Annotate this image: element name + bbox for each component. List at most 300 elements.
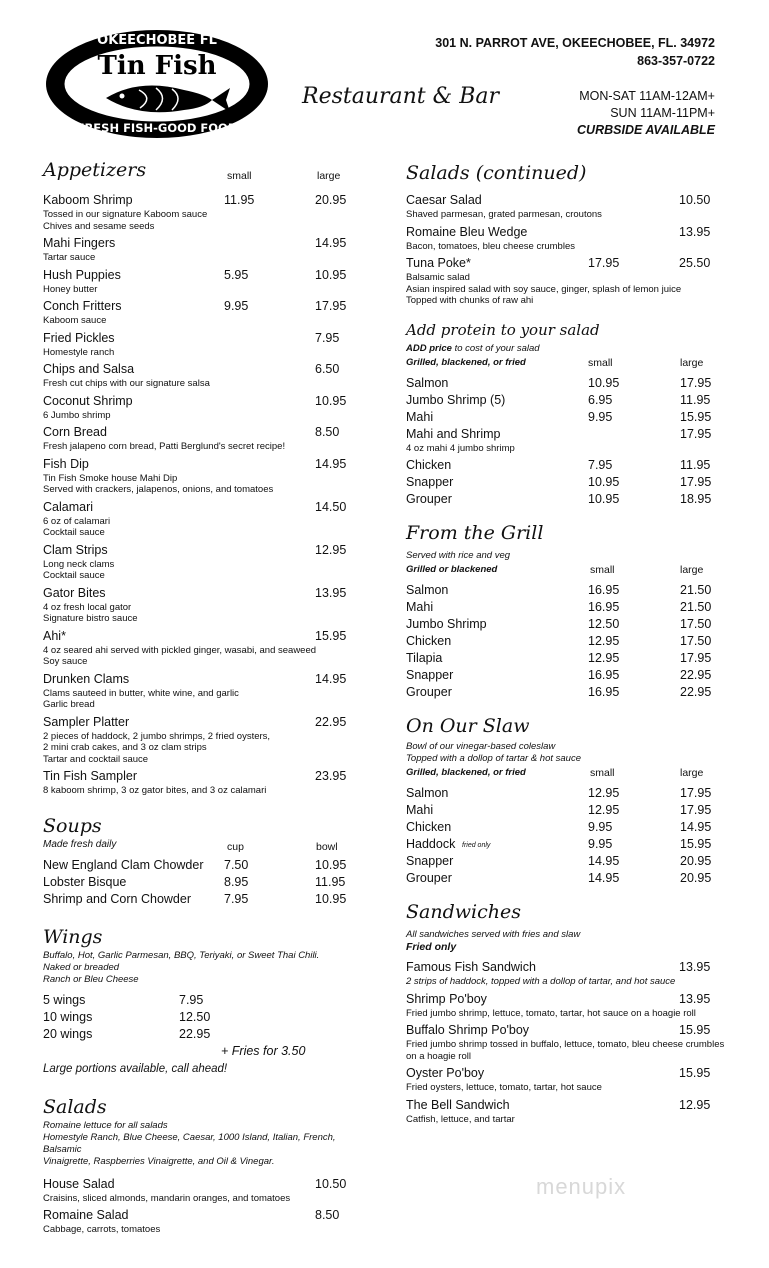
item-description [43, 284, 373, 296]
description-line: 4 oz mahi 4 jumbo shrimp [406, 442, 515, 454]
note-line: Bowl of our vinegar-based coleslaw [406, 741, 556, 752]
item-price-small: 16.95 [588, 685, 620, 699]
item-name: Chicken [406, 458, 452, 472]
protein-title: Add protein to your salad [406, 320, 600, 339]
item-price-small: 10.95 [588, 492, 620, 506]
item-price-small: 17.95 [588, 256, 620, 270]
menu-item-row [406, 599, 726, 616]
item-price-large: 15.95 [680, 409, 712, 424]
menu-item-row [406, 1097, 726, 1114]
item-price-small: 12.95 [588, 651, 620, 665]
note-line: Buffalo, Hot, Garlic Parmesan, BBQ, Teriyaki, or Sweet Thai Chili. [43, 949, 320, 961]
menu-item-row [406, 870, 726, 887]
item-description [43, 410, 373, 422]
item-price-small: 14.95 [588, 854, 620, 868]
salads-cont-title: Salads (continued) [406, 162, 587, 184]
item-name: Drunken Clams [43, 671, 130, 686]
menu-item [406, 836, 726, 853]
grill-method: Grilled or blackened [406, 564, 498, 575]
description-line: 4 oz seared ahi served with pickled ginger, wasabi, and seaweed [43, 644, 317, 656]
item-name: Salmon [406, 583, 449, 597]
description-line: Tin Fish Smoke house Mahi Dip [43, 472, 178, 484]
item-price: 10.50 [315, 1176, 347, 1191]
menupix-watermark: menupix [536, 1174, 627, 1199]
menu-item-row [406, 650, 726, 667]
menu-item [406, 853, 726, 870]
protein-section [406, 321, 726, 509]
item-price-small: 9.95 [588, 820, 613, 834]
description-line: Soy sauce [43, 656, 88, 667]
item-description [406, 976, 726, 988]
item-name: Jumbo Shrimp [406, 617, 487, 631]
svg-text:OKEECHOBEE FL: OKEECHOBEE FL [97, 33, 217, 48]
item-name: Corn Bread [43, 425, 107, 439]
menu-item [43, 330, 373, 359]
item-name: Fried Pickles [43, 330, 115, 345]
item-name: Chips and Salsa [43, 362, 135, 376]
menu-item [43, 671, 373, 711]
description-line: Tartar and cocktail sauce [43, 753, 149, 765]
sandwiches-section [406, 901, 726, 1125]
menu-item [406, 409, 726, 426]
item-price-large: 17.95 [680, 375, 712, 390]
wings-fries-note: + Fries for 3.50 [221, 1043, 306, 1058]
menu-item [43, 585, 373, 625]
item-description [406, 241, 726, 253]
item-price-large: 6.50 [315, 362, 340, 376]
item-description [43, 602, 373, 625]
menu-item-row [406, 474, 726, 491]
menu-item [406, 192, 726, 221]
menu-item [406, 474, 726, 491]
item-name: Calamari [43, 499, 94, 514]
menu-item-row [406, 192, 726, 209]
item-price-small: 16.95 [588, 668, 620, 682]
item-name: Grouper [406, 492, 452, 506]
description-line: 2 strips of haddock, topped with a dollop of tartar, and hot sauce [406, 976, 676, 987]
menu-item [406, 667, 726, 684]
appetizers-col-small: small [227, 170, 252, 182]
item-name: Chicken [406, 820, 452, 834]
item-price-large: 17.95 [680, 651, 712, 665]
note-line: Homestyle Ranch, Blue Cheese, Caesar, 1000 Island, Italian, French, Balsamic [43, 1131, 336, 1155]
description-line: 6 Jumbo shrimp [43, 409, 111, 421]
item-name: Hush Puppies [43, 267, 121, 282]
item-name: Mahi [406, 803, 434, 817]
item-price-large: 17.95 [680, 786, 712, 800]
item-description [43, 785, 373, 797]
menu-item-row [406, 1065, 726, 1082]
item-price: 15.95 [679, 1066, 711, 1080]
menu-item-row [406, 684, 726, 701]
menu-item-row [43, 192, 373, 209]
item-price-small: 10.95 [588, 375, 620, 390]
note-line: Vinaigrette, Raspberries Vinaigrette, and Oil & Vinegar. [43, 1155, 275, 1167]
menu-item-row [43, 1009, 373, 1026]
item-description [43, 1224, 373, 1236]
item-name: Shrimp and Corn Chowder [43, 891, 191, 906]
soups-section [43, 815, 373, 908]
menu-item-row [43, 714, 373, 731]
item-name: Romaine Bleu Wedge [406, 224, 528, 239]
menu-item [406, 426, 726, 455]
item-price-small: 9.95 [588, 837, 613, 851]
menu-item-row [406, 491, 726, 508]
menu-item [43, 424, 373, 453]
item-price-large: 17.95 [680, 475, 712, 489]
item-price-large: 14.95 [315, 236, 347, 250]
description-line: Fried oysters, lettuce, tomato, tartar, hot sauce [406, 1082, 602, 1093]
item-name: Mahi and Shrimp [406, 426, 501, 441]
menu-item [43, 1009, 373, 1026]
slaw-section [406, 715, 726, 887]
menu-item-row [43, 874, 373, 891]
item-name: Caesar Salad [406, 193, 482, 207]
menu-item [406, 870, 726, 887]
note-line: Naked or breaded [43, 961, 120, 973]
description-line: 6 oz of calamari [43, 515, 111, 527]
salads-title: Salads [43, 1095, 107, 1118]
menu-item-row [43, 456, 373, 473]
item-name: Tilapia [406, 651, 443, 665]
menu-item-row [43, 1176, 373, 1193]
menu-item-row [43, 1026, 373, 1043]
item-price-small: 11.95 [224, 193, 255, 207]
item-price-large: 18.95 [680, 492, 712, 506]
menu-item-row [406, 582, 726, 599]
soups-note: Made fresh daily [43, 838, 117, 850]
item-price-large: 21.50 [680, 583, 712, 597]
item-name: 10 wings [43, 1009, 93, 1024]
item-name: Grouper [406, 871, 452, 885]
description-line: 2 mini crab cakes, and 3 oz clam strips [43, 742, 207, 753]
item-name: Romaine Salad [43, 1208, 129, 1222]
wings-title: Wings [43, 925, 103, 948]
menu-item [43, 857, 373, 874]
item-price-large: 22.95 [315, 714, 347, 729]
item-name: Gator Bites [43, 585, 106, 600]
menu-item-row [406, 1022, 726, 1039]
item-price-large: 13.95 [315, 585, 347, 600]
item-price-large: 15.95 [315, 628, 347, 643]
item-price: 15.95 [679, 1023, 711, 1037]
menu-item [43, 456, 373, 496]
svg-text:FRESH FISH-GOOD FOOD: FRESH FISH-GOOD FOOD [76, 121, 238, 135]
menu-item [43, 874, 373, 891]
description-line: Topped with chunks of raw ahi [406, 295, 534, 306]
item-description [406, 209, 726, 221]
item-price-large: 23.95 [315, 769, 347, 783]
item-price-large: 22.95 [680, 668, 712, 682]
item-name: Salmon [406, 375, 449, 390]
item-name: Ahi* [43, 628, 66, 643]
item-description [406, 1039, 726, 1062]
item-price-large: 25.50 [679, 256, 711, 270]
item-price-large: 11.95 [680, 392, 711, 407]
note-line: Ranch or Bleu Cheese [43, 973, 139, 985]
item-name: Famous Fish Sandwich [406, 960, 536, 974]
item-price-small: 12.95 [588, 634, 620, 648]
menu-item [406, 582, 726, 599]
item-price: 12.95 [679, 1097, 711, 1112]
item-price-large: 14.95 [315, 456, 347, 471]
menu-item-row [406, 255, 726, 272]
menu-item-row [43, 891, 373, 908]
menu-item-row [406, 409, 726, 426]
wings-large-note: Large portions available, call ahead! [43, 1062, 228, 1075]
menu-item [43, 768, 373, 797]
item-price-small: 14.95 [588, 871, 620, 885]
wings-section [43, 926, 373, 1078]
item-price-large: 14.50 [315, 499, 347, 514]
menu-item-row [43, 1207, 373, 1224]
item-name: Tin Fish Sampler [43, 769, 138, 783]
menu-item-row [406, 616, 726, 633]
menu-item-row [43, 330, 373, 347]
menu-item-row [406, 853, 726, 870]
description-line: Tossed in our signature Kaboom sauce [43, 209, 208, 220]
menu-item [406, 819, 726, 836]
menu-item-row [406, 457, 726, 474]
salads-cont-section [406, 162, 726, 307]
item-price-large: 10.95 [315, 891, 347, 906]
item-price-large: 8.50 [315, 425, 340, 439]
item-price-small: 7.50 [224, 857, 249, 872]
item-name: Buffalo Shrimp Po'boy [406, 1023, 530, 1037]
item-price-large: 17.50 [680, 634, 712, 648]
menu-item [406, 802, 726, 819]
description-line: Fried jumbo shrimp, lettuce, tomato, tartar, hot sauce on a hoagie roll [406, 1007, 696, 1019]
description-line: 8 kaboom shrimp, 3 oz gator bites, and 3 oz calamari [43, 785, 267, 796]
menu-item-row [43, 671, 373, 688]
item-price-large: 17.95 [680, 803, 712, 817]
item-price-large: 21.50 [680, 600, 712, 614]
item-name: 20 wings [43, 1026, 93, 1041]
description-line: Fried jumbo shrimp tossed in buffalo, lettuce, tomato, bleu cheese crumbles [406, 1039, 725, 1050]
appetizers-section [43, 159, 373, 797]
item-price-large: 20.95 [680, 854, 712, 868]
grill-note: Served with rice and veg [406, 550, 511, 561]
description-line: Long neck clams [43, 558, 115, 570]
item-price-large: 7.95 [315, 330, 340, 345]
item-description [43, 731, 373, 766]
menu-item-row [43, 499, 373, 516]
item-price-large: 17.95 [680, 426, 712, 441]
tagline: Restaurant & Bar [302, 84, 500, 109]
contact-block [435, 34, 715, 70]
menu-item-row [406, 836, 726, 853]
menu-item [406, 650, 726, 667]
note-line: Romaine lettuce for all salads [43, 1119, 168, 1131]
menu-item [406, 1097, 726, 1126]
phone: 863-357-0722 [637, 54, 715, 68]
item-description [43, 473, 373, 496]
item-name: Sampler Platter [43, 714, 130, 729]
menu-item [43, 1026, 373, 1043]
slaw-col-large: large [680, 767, 704, 779]
item-name: Oyster Po'boy [406, 1066, 485, 1080]
menu-item-row [43, 992, 373, 1009]
menu-item-row [43, 361, 373, 378]
menu-item [406, 684, 726, 701]
item-name: Snapper [406, 475, 454, 489]
item-price-small: 7.95 [224, 891, 249, 906]
menu-item [406, 255, 726, 307]
grill-col-small: small [590, 564, 615, 576]
item-price-large: 14.95 [315, 671, 347, 686]
menu-item-row [406, 819, 726, 836]
soups-col-cup: cup [227, 840, 244, 853]
menu-item-row [43, 857, 373, 874]
item-description [43, 347, 373, 359]
item-price: 13.95 [679, 991, 711, 1006]
menu-item-row [406, 392, 726, 409]
sandwiches-method: Fried only [406, 941, 457, 953]
item-price-large: 11.95 [680, 458, 711, 472]
description-line: Signature bistro sauce [43, 613, 138, 624]
item-description [43, 1193, 373, 1205]
menu-item [43, 1176, 373, 1205]
menu-item-row [43, 424, 373, 441]
description-line: Catfish, lettuce, and tartar [406, 1113, 515, 1125]
menu-item [406, 392, 726, 409]
item-name: Mahi [406, 409, 434, 424]
item-description [43, 378, 373, 390]
sandwiches-title: Sandwiches [406, 901, 521, 923]
item-price-small: 12.50 [588, 617, 620, 631]
item-name: House Salad [43, 1176, 115, 1191]
slaw-title: On Our Slaw [406, 715, 530, 737]
grill-title: From the Grill [406, 522, 544, 544]
item-description [406, 1082, 726, 1094]
description-line: 4 oz fresh local gator [43, 601, 132, 613]
item-name: Mahi [406, 600, 434, 614]
item-name: New England Clam Chowder [43, 857, 204, 872]
menu-item [406, 1022, 726, 1062]
protein-note: ADD price to cost of your salad [406, 342, 540, 354]
left-column [43, 159, 373, 1239]
item-description [43, 441, 373, 453]
item-price-small: 12.95 [588, 786, 620, 800]
item-description [43, 516, 373, 539]
menu-item-row [406, 991, 726, 1008]
menu-item [43, 714, 373, 766]
description-line: Chives and sesame seeds [43, 220, 155, 232]
item-price-large: 20.95 [680, 871, 712, 885]
item-price: 22.95 [179, 1026, 211, 1041]
menu-item-row [406, 667, 726, 684]
description-line: Craisins, sliced almonds, mandarin oranges, and tomatoes [43, 1192, 291, 1204]
menu-item [406, 599, 726, 616]
item-name: 5 wings [43, 992, 86, 1007]
item-price-small: 8.95 [224, 874, 249, 889]
item-name: Conch Fritters [43, 299, 122, 313]
sandwiches-note: All sandwiches served with fries and slaw [406, 929, 581, 940]
protein-method: Grilled, blackened, or fried [406, 356, 526, 368]
item-price-small: 12.95 [588, 803, 620, 817]
soups-title: Soups [43, 814, 102, 837]
description-line: Homestyle ranch [43, 346, 115, 358]
item-description [406, 443, 726, 455]
menu-item-row [43, 768, 373, 785]
description-line: Fresh jalapeno corn bread, Patti Berglund's secret recipe! [43, 441, 286, 452]
menu-item [43, 192, 373, 232]
menu-item-row [406, 785, 726, 802]
description-line: Served with crackers, jalapenos, onions, and tomatoes [43, 484, 274, 495]
item-name: Jumbo Shrimp (5) [406, 392, 506, 407]
item-description [43, 688, 373, 711]
item-price-large: 20.95 [315, 193, 347, 207]
item-name: The Bell Sandwich [406, 1097, 510, 1112]
description-line: Kaboom sauce [43, 315, 107, 326]
item-price-large: 22.95 [680, 685, 712, 699]
item-price-small: 5.95 [224, 267, 249, 282]
menu-item [43, 235, 373, 264]
menu-item [406, 224, 726, 253]
item-description [406, 1008, 726, 1020]
item-price-small: 10.95 [588, 475, 620, 489]
item-name: Salmon [406, 786, 449, 800]
menu-item [43, 393, 373, 422]
description-line: 2 pieces of haddock, 2 jumbo shrimps, 2 fried oysters, [43, 730, 271, 742]
menu-item-row [406, 633, 726, 650]
description-line: Tartar sauce [43, 252, 96, 263]
menu-item [406, 616, 726, 633]
hours-block [577, 88, 715, 139]
item-price-large: 14.95 [680, 820, 712, 834]
item-price-large: 15.95 [680, 837, 712, 851]
menu-item [43, 542, 373, 582]
grill-section [406, 522, 726, 701]
menu-item-row [43, 585, 373, 602]
item-name: Haddock [406, 837, 456, 851]
menu-item [43, 267, 373, 296]
protein-col-small: small [588, 356, 613, 369]
hours-sunday: SUN 11AM-11PM+ [610, 106, 715, 120]
item-price-small: 6.95 [588, 392, 613, 407]
item-description [43, 252, 373, 264]
description-line: Bacon, tomatoes, bleu cheese crumbles [406, 240, 575, 252]
item-price-small: 7.95 [588, 458, 613, 472]
menu-item [406, 491, 726, 508]
item-price-large: 17.95 [315, 299, 347, 313]
item-price-large: 17.50 [680, 617, 712, 631]
salads-section [43, 1096, 373, 1236]
item-price: 8.50 [315, 1208, 340, 1222]
item-price-large: 10.95 [315, 857, 347, 872]
menu-item-row [406, 959, 726, 976]
item-description [43, 559, 373, 582]
menu-item-row [43, 393, 373, 410]
item-description [43, 209, 373, 232]
item-description [43, 645, 373, 668]
item-name: Grouper [406, 685, 452, 699]
slaw-method: Grilled, blackened, or fried [406, 767, 526, 778]
menu-item [43, 992, 373, 1009]
description-line: Balsamic salad [406, 272, 470, 283]
description-line: on a hoagie roll [406, 1050, 471, 1062]
protein-col-large: large [680, 356, 704, 369]
item-price-small: 9.95 [588, 409, 613, 424]
menu-item [406, 457, 726, 474]
right-column [406, 162, 726, 1128]
curbside-note: CURBSIDE AVAILABLE [577, 123, 715, 137]
svg-text:Tin Fish: Tin Fish [97, 51, 217, 81]
menu-item [406, 375, 726, 392]
item-name: Chicken [406, 634, 452, 648]
item-name: Tuna Poke* [406, 256, 471, 270]
description-line: Fresh cut chips with our signature salsa [43, 378, 210, 389]
